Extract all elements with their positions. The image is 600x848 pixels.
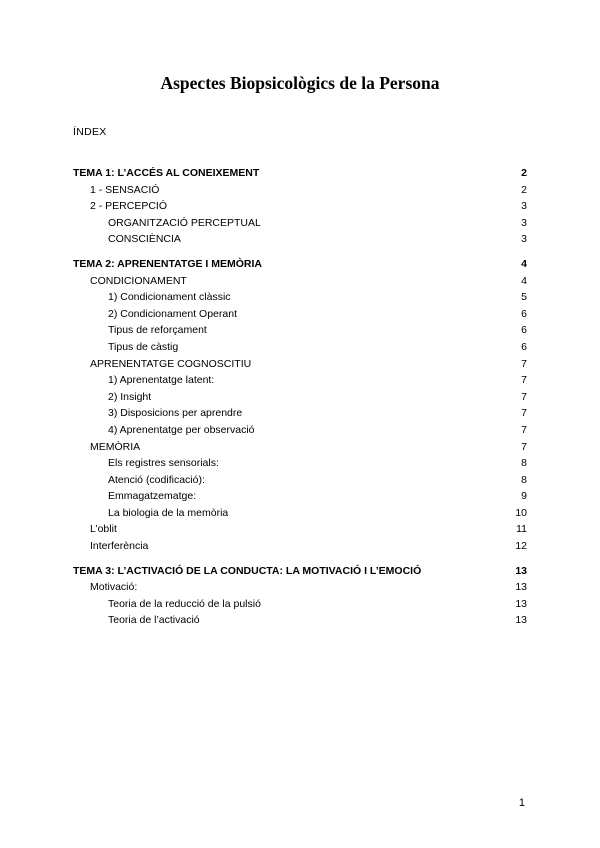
toc-entry-label: Interferència <box>90 540 149 553</box>
toc-entry-label: 3) Disposicions per aprendre <box>108 407 243 420</box>
toc-entry-label: Els registres sensorials: <box>108 457 219 470</box>
toc-subsection-entry[interactable] <box>73 596 527 613</box>
toc-entry-label: L’oblit <box>90 523 117 536</box>
toc-subsection-entry[interactable] <box>73 231 527 248</box>
toc-entry-page: 11 <box>516 523 527 536</box>
table-of-contents <box>73 165 527 629</box>
toc-entry-page: 7 <box>521 390 527 403</box>
toc-entry-label: Tipus de reforçament <box>108 324 207 337</box>
toc-entry-page: 7 <box>521 440 527 453</box>
toc-section-entry[interactable] <box>73 538 527 555</box>
toc-entry-label: TEMA 2: APRENENTATGE I MEMÒRIA <box>73 257 262 270</box>
toc-entry-label: 1 - SENSACIÓ <box>90 183 160 196</box>
toc-entry-page: 3 <box>521 216 527 229</box>
toc-section-entry[interactable] <box>73 521 527 538</box>
toc-entry-label: 4) Aprenentatge per observació <box>108 423 255 436</box>
toc-chapter-entry[interactable] <box>73 563 527 580</box>
toc-entry-label: Atenció (codificació): <box>108 473 205 486</box>
toc-entry-page: 13 <box>515 564 527 577</box>
toc-subsection-entry[interactable] <box>73 339 527 356</box>
toc-entry-label: Teoria de l’activació <box>108 614 200 627</box>
toc-entry-page: 13 <box>515 614 527 627</box>
toc-entry-page: 8 <box>521 473 527 486</box>
toc-chapter-entry[interactable] <box>73 256 527 273</box>
toc-entry-label: 1) Aprenentatge latent: <box>108 374 215 387</box>
toc-entry-label: ORGANITZACIÓ PERCEPTUAL <box>108 216 261 229</box>
toc-subsection-entry[interactable] <box>73 505 527 522</box>
toc-entry-label: APRENENTATGE COGNOSCITIU <box>90 357 252 370</box>
toc-entry-page: 7 <box>521 357 527 370</box>
toc-entry-page: 6 <box>521 307 527 320</box>
document-title: Aspectes Biopsicològics de la Persona <box>160 73 440 93</box>
toc-entry-page: 3 <box>521 233 527 246</box>
toc-entry-label: CONDICIONAMENT <box>90 274 187 287</box>
toc-entry-page: 2 <box>521 183 527 196</box>
toc-entry-label: 2 - PERCEPCIÓ <box>90 200 168 213</box>
toc-entry-page: 7 <box>521 374 527 387</box>
index-heading: ÍNDEX <box>73 126 107 138</box>
toc-entry-label: CONSCIÈNCIA <box>108 233 181 246</box>
toc-entry-label: Emmagatzematge: <box>108 490 197 503</box>
toc-entry-page: 7 <box>521 423 527 436</box>
page-number: 1 <box>518 797 525 809</box>
toc-subsection-entry[interactable] <box>73 405 527 422</box>
toc-entry-label: TEMA 1: L’ACCÉS AL CONEIXEMENT <box>73 167 260 179</box>
toc-subsection-entry[interactable] <box>73 322 527 339</box>
toc-section-entry[interactable] <box>73 579 527 596</box>
toc-entry-page: 13 <box>515 581 527 594</box>
toc-entry-label: 1) Condicionament clàssic <box>108 291 231 304</box>
toc-entry-page: 10 <box>515 506 527 519</box>
toc-entry-page: 12 <box>515 540 527 553</box>
toc-subsection-entry[interactable] <box>73 488 527 505</box>
toc-entry-page: 5 <box>521 291 527 304</box>
toc-entry-page: 9 <box>521 490 527 503</box>
toc-entry-label: TEMA 3: L’ACTIVACIÓ DE LA CONDUCTA: LA MOTIVACIÓ I L’EMOCIÓ <box>73 564 422 577</box>
toc-entry-page: 13 <box>515 597 527 610</box>
toc-entry-label: Tipus de càstig <box>108 340 179 353</box>
toc-section-entry[interactable] <box>73 198 527 215</box>
toc-entry-page: 7 <box>521 407 527 420</box>
toc-subsection-entry[interactable] <box>73 289 527 306</box>
toc-entry-label: 2) Insight <box>108 390 152 403</box>
toc-entry-page: 8 <box>521 457 527 470</box>
toc-entry-page: 2 <box>521 167 527 179</box>
toc-entry-page: 6 <box>521 340 527 353</box>
toc-section-entry[interactable] <box>73 182 527 199</box>
toc-chapter-entry[interactable] <box>73 165 527 182</box>
toc-section-entry[interactable] <box>73 273 527 290</box>
toc-entry-page: 4 <box>521 257 527 270</box>
toc-entry-page: 6 <box>521 324 527 337</box>
toc-subsection-entry[interactable] <box>73 372 527 389</box>
toc-subsection-entry[interactable] <box>73 422 527 439</box>
toc-subsection-entry[interactable] <box>73 389 527 406</box>
toc-subsection-entry[interactable] <box>73 306 527 323</box>
toc-subsection-entry[interactable] <box>73 612 527 629</box>
toc-entry-label: Teoria de la reducció de la pulsió <box>108 597 261 610</box>
toc-subsection-entry[interactable] <box>73 215 527 232</box>
toc-section-entry[interactable] <box>73 356 527 373</box>
toc-subsection-entry[interactable] <box>73 455 527 472</box>
toc-entry-label: Motivació: <box>90 581 138 594</box>
toc-entry-page: 4 <box>521 274 527 287</box>
toc-entry-label: MEMÒRIA <box>90 440 141 453</box>
toc-entry-label: 2) Condicionament Operant <box>108 307 237 320</box>
toc-entry-page: 3 <box>521 200 527 213</box>
toc-entry-label: La biologia de la memòria <box>108 506 229 519</box>
toc-section-entry[interactable] <box>73 439 527 456</box>
toc-subsection-entry[interactable] <box>73 472 527 489</box>
